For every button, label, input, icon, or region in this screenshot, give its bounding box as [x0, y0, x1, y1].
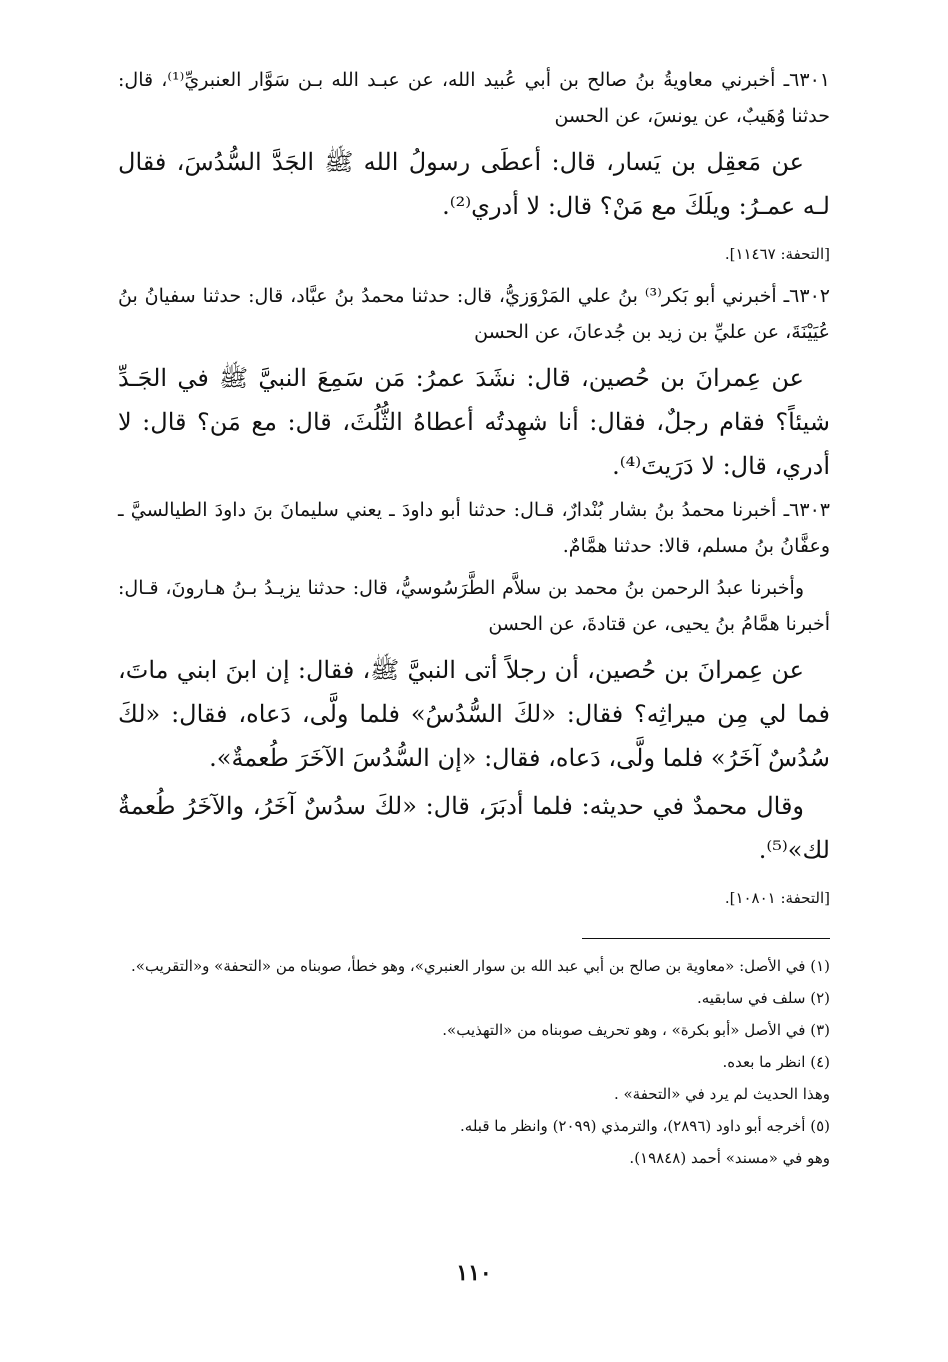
footnote-separator [582, 938, 830, 939]
footnote-4: (٤) انظر ما بعده. [722, 1053, 830, 1071]
page-number: ١١٠ [456, 1260, 492, 1286]
hadith-6302-isnad: ٦٣٠٢ـ أخبرني أبو بَكر⁽³⁾ بنُ علي المَرْوَزيُّ، قال: حدثنا محمدُ بنُ عبَّاد، قال: حدثنا سفيانُ بنُ عُيَيْنَةَ، عن عليِّ بن زيد بن جُدعانَ، عن الحسن [118, 285, 830, 343]
footnote-3: (٣) في الأصل «أبو بكرة» ، وهو تحريف صوبناه من «التهذيب». [442, 1021, 830, 1039]
hadith-6303-isnad-second-chain: وأخبرنا عبدُ الرحمن بنُ محمد بن سلاَّم الطَّرَسُوسيُّ، قال: حدثنا يزيـدُ بـنُ هـارونَ، قـال: أخبرنا همَّامُ بنُ يحيى، عن قتادةَ، عن الحسن [118, 577, 830, 635]
hadith-6301-isnad: ٦٣٠١ـ أخبرني معاويةُ بنُ صالح بن أبي عُبيد الله، عن عبـد الله بـن سَوَّار العنبريِّ⁽¹⁾، قال: حدثنا وُهَيبٌ، عن يونسَ، عن الحسن [118, 69, 830, 127]
hadith-6301-matn: عن مَعقِل بن يَسار، قال: أعطَى رسولُ الله ﷺ الجَدَّ السُّدُسَ، فقال لـه عمـرُ: ويلَكَ مع مَنْ؟ قال: لا أدري⁽²⁾. [118, 148, 830, 220]
footnote-4-continuation: وهذا الحديث لم يرد في «التحفة» . [613, 1085, 830, 1103]
hadith-6303-isnad: ٦٣٠٣ـ أخبرنا محمدُ بنُ بشار بُنْدارٌ، قـال: حدثنا أبو داودَ ـ يعني سليمانَ بنَ داودَ الطيالسيَّ ـ وعفَّانُ بنُ مسلم، قالا: حدثنا همَّامٌ. [118, 499, 830, 557]
footnote-2: (٢) سلف في سابقيه. [696, 989, 830, 1007]
page-body [118, 62, 830, 1352]
hadith-6303-matn-variant: وقال محمدٌ في حديثه: فلما أدبَرَ، قال: «لكَ سدُسٌ آخَرُ، والآخَرُ طُعمةٌ لك»⁽⁵⁾. [118, 792, 830, 864]
footnote-5-continuation: وهو في «مسند» أحمد (١٩٨٤٨). [629, 1149, 830, 1167]
hadith-6303-matn: عن عِمرانَ بن حُصين، أن رجلاً أتى النبيَّ ﷺ، فقال: إن ابنَ ابني ماتَ، فما لي مِن ميراثِه؟ فقال: «لكَ السُّدُسُ» فلما ولَّى، دَعاه، فقال: «لكَ سُدُسٌ آخَرُ» فلما ولَّى، دَعاه، فقال: «إن السُّدُسَ الآخَرَ طُعمةٌ». [118, 656, 830, 772]
hadith-6302-matn: عن عِمرانَ بن حُصين، قال: نشَدَ عمرُ: مَن سَمِعَ النبيَّ ﷺ في الجَـدِّ شيئاً؟ فقام رجلٌ، فقال: أنا شهِدتُه أعطاهُ الثُّلُثَ، قال: مع مَن؟ قال: لا أدري، قال: لا دَرَيتَ⁽⁴⁾. [118, 364, 830, 480]
footnotes [118, 950, 830, 1174]
footnote-1: (١) في الأصل: «معاوية بن صالح بن أبي عبد الله بن سوار العنبري»، وهو خطأ، صوبناه من «التحفة» و«التقريب». [131, 957, 830, 975]
hadith-6303-tuhfa-reference: [التحفة: ١٠٨٠١]. [724, 889, 830, 907]
hadith-6301-tuhfa-reference: [التحفة: ١١٤٦٧]. [724, 245, 830, 263]
footnote-5: (٥) أخرجه أبو داود (٢٨٩٦)، والترمذي (٢٠٩٩) وانظر ما قبله. [460, 1117, 830, 1135]
